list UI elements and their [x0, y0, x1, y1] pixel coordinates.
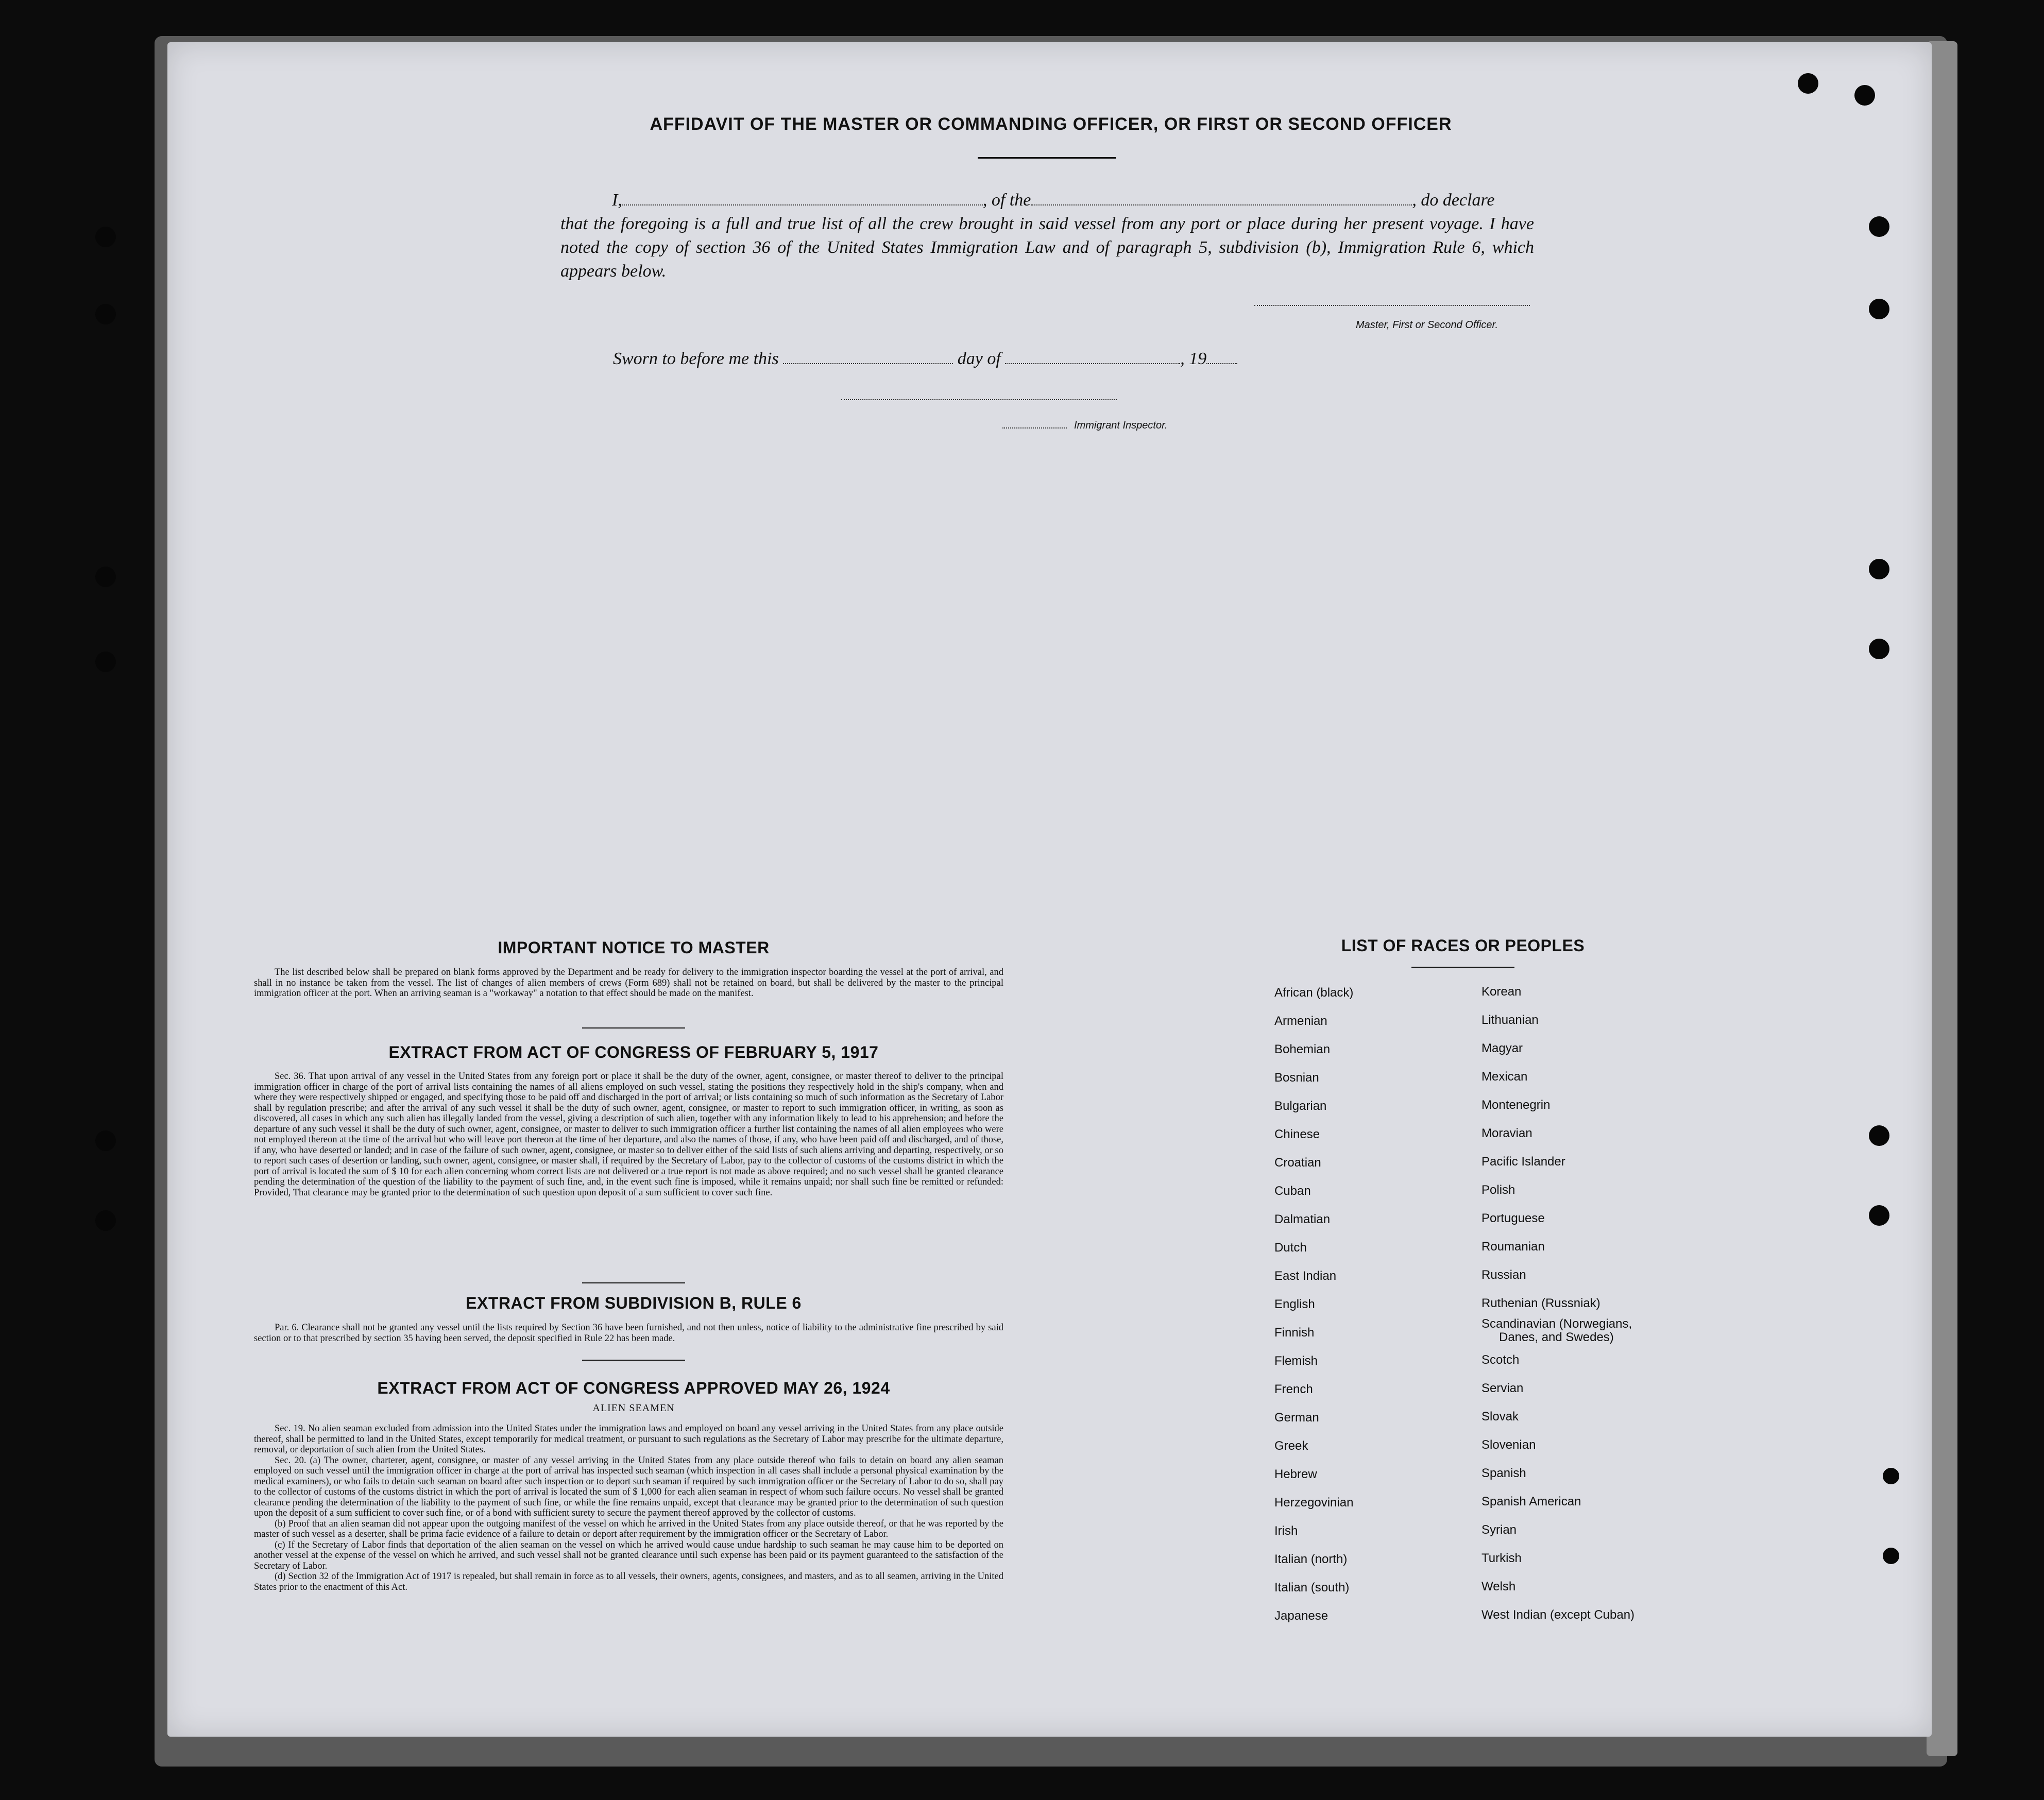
race-item: Polish	[1481, 1183, 1515, 1197]
punch-hole-icon	[1869, 559, 1889, 579]
extract-1917-divider	[582, 1282, 685, 1283]
race-item: Croatian	[1274, 1156, 1321, 1170]
race-item: Pacific Islander	[1481, 1155, 1565, 1169]
race-item: Irish	[1274, 1524, 1298, 1538]
punch-hole-icon	[1869, 299, 1889, 319]
race-item: Bohemian	[1274, 1042, 1331, 1056]
race-item: Servian	[1481, 1381, 1524, 1395]
extract-1917-title: EXTRACT FROM ACT OF CONGRESS OF FEBRUARY 5, 1917	[388, 1043, 879, 1061]
sec-20d: (d) Section 32 of the Immigration Act of 1917 is repealed, but shall remain in force as to all vessels, their owners, agents, consignees, and masters, and as to all seamen, arriving in the United States prior to the enactment of this Act.	[254, 1571, 1003, 1592]
race-item: Slovak	[1481, 1410, 1519, 1424]
extract-1924-body	[254, 1424, 1003, 1592]
inspector-caption: Immigrant Inspector.	[1074, 420, 1168, 431]
race-item: Greek	[1274, 1439, 1308, 1453]
punch-hole-icon	[1798, 73, 1818, 94]
race-item: Bulgarian	[1274, 1099, 1327, 1113]
name-field[interactable]	[622, 192, 983, 205]
sworn-year-field[interactable]	[1206, 351, 1237, 364]
race-item: Roumanian	[1481, 1240, 1545, 1254]
race-item: Finnish	[1274, 1326, 1315, 1340]
declaration-body: that the foregoing is a full and true list of all the crew brought in said vessel from any port or place during her present voyage. I have noted the copy of section 36 of the United States Immigration Law and of paragraph 5, subdivision (b), Immigration Rule 6, which appears below.	[560, 214, 1534, 281]
race-item: French	[1274, 1382, 1313, 1396]
race-item: Herzegovinian	[1274, 1496, 1354, 1510]
race-item: Welsh	[1481, 1580, 1516, 1593]
sworn-day-field[interactable]	[783, 351, 953, 364]
extract-1924-title: EXTRACT FROM ACT OF CONGRESS APPROVED MAY 26, 1924	[377, 1379, 890, 1397]
race-item: Slovenian	[1481, 1438, 1536, 1452]
extract-rule6-divider	[582, 1360, 685, 1361]
race-item: Magyar	[1481, 1041, 1523, 1055]
race-item: Japanese	[1274, 1609, 1328, 1623]
punch-hole-icon	[95, 1130, 116, 1151]
sworn-month-field[interactable]	[1005, 351, 1180, 364]
vessel-field[interactable]	[1031, 192, 1412, 205]
race-item: Dalmatian	[1274, 1212, 1331, 1226]
sec-20b: (b) Proof that an alien seaman did not appear upon the outgoing manifest of the vessel on which he arrived in the United States from any place outside thereof, or that he was reported by the master of such vessel as a deserter, shall be prima facie evidence of a failure to detain or deport after requirement by the immigration officer or the Secretary of Labor.	[254, 1518, 1003, 1539]
race-item: Italian (south)	[1274, 1581, 1350, 1595]
punch-hole-icon	[95, 304, 116, 324]
race-item: Ruthenian (Russniak)	[1481, 1296, 1600, 1310]
punch-hole-icon	[95, 227, 116, 247]
race-item: Montenegrin	[1481, 1098, 1551, 1112]
sec-20c: (c) If the Secretary of Labor finds that deportation of the alien seaman on the vessel on which he arrived would cause undue hardship to such seaman he may cause him to be deported on another vessel at the expense of the vessel on which he arrived, and such vessel shall not be granted clearance until such expense has been paid or its payment guaranteed to the satisfaction of the Secretary of Labor.	[254, 1539, 1003, 1571]
declaration-text: I, , of the , do declare that the foregoing is a full and true list of all the crew brought in said vessel from any port or place during her present voyage. I have noted the copy of section 36 of the United States Immigration Law and of paragraph 5, subdivision (b), Immigration Rule 6, which appears below.	[560, 188, 1534, 283]
punch-hole-icon	[1869, 1125, 1889, 1146]
race-item: Armenian	[1274, 1014, 1327, 1028]
race-item: Syrian	[1481, 1523, 1517, 1537]
punch-hole-icon	[1869, 639, 1889, 659]
extract-1924-subtitle: ALIEN SEAMEN	[592, 1402, 675, 1414]
race-item: Korean	[1481, 985, 1522, 999]
inspector-dotted-prefix	[1002, 427, 1067, 428]
inspector-signature-line[interactable]	[841, 399, 1117, 400]
race-item: German	[1274, 1411, 1319, 1425]
sworn-statement: Sworn to before me this day of , 19	[613, 349, 1237, 369]
notice-divider	[582, 1027, 685, 1028]
extract-1917-body: Sec. 36. That upon arrival of any vessel in the United States from any foreign port or place it shall be the duty of the owner, agent, consignee, or master thereof to deliver to the principal immigration officer in charge of the port of arrival lists containing the names of all aliens employed on such vessel, stating the positions they respectively hold in the ship's company, when and where they were respectively shipped or engaged, and specifying those to be paid off and discharged in the port of arrival; or lists containing so much of such information as the Secretary of Labor shall by regulation prescribe; and after the arrival of any such vessel it shall be the duty of such owner, agent, consignee, or master to report to such immigration officer, in writing, as soon as discovered, all cases in which any such alien has illegally landed from the vessel, giving a description of such alien, together with any information likely to lead to his apprehension; and before the departure of any such vessel it shall be the duty of such owner, agent, consignee, or master to deliver to such immigration officer a further list containing the names of all alien employees who were not employed thereon at the time of the arrival but who will leave port thereon at the time of her departure, and also the names of those, if any, who have been paid off and discharged, and of those, if any, who have deserted or landed; and in case of the failure of such owner, agent, consignee, or master so to deliver either of the said lists of such aliens arriving and departing, respectively, or so to report such cases of desertion or landing, such owner, agent, consignee, or master shall, if required by the Secretary of Labor, pay to the collector of customs of the customs district in which the port of arrival is located the sum of $ 10 for each alien concerning whom correct lists are not delivered or a true report is not made as above required; and no such vessel shall be granted clearance pending the determination of the question of the liability to the payment of such fine, and, in the event such fine is imposed, while it remains unpaid; nor shall such fine be remitted or refunded: Provided, That clearance may be granted prior to the determination of such question upon deposit of a sum sufficient to cover such fine.	[254, 1071, 1003, 1198]
master-signature-caption: Master, First or Second Officer.	[1356, 319, 1498, 331]
race-item: Russian	[1481, 1268, 1526, 1282]
sec-20a: Sec. 20. (a) The owner, charterer, agent, consignee, or master of any vessel arriving in the United States from any place outside thereof who fails to detain on board any alien seaman employed on such vessel until the immigration officer in charge at the port of arrival has inspected such seaman (which inspection in all cases shall include a personal physical examination by the medical examiners), or who fails to detain such seaman on board after such inspection or to deport such seaman if required by such immigration officer or the Secretary of Labor to do so, shall pay to the collector of customs of the customs district in which the port of arrival is located the sum of $ 1,000 for each alien seaman in respect of whom such failure occurs. No vessel shall be granted clearance pending the determination of the liability to the payment of such fine, or while the fine remains unpaid, except that clearance may be granted prior to the determination of such question upon the deposit of a sum sufficient to cover such fine, or of a bond with sufficient surety to secure the payment thereof approved by the collector of customs.	[254, 1455, 1003, 1518]
punch-hole-icon	[95, 652, 116, 672]
race-item: Bosnian	[1274, 1071, 1319, 1085]
race-item: Mexican	[1481, 1070, 1528, 1084]
race-item: African (black)	[1274, 986, 1354, 1000]
race-item: Dutch	[1274, 1241, 1307, 1255]
races-divider	[1411, 967, 1514, 968]
affidavit-title: AFFIDAVIT OF THE MASTER OR COMMANDING OFFICER, OR FIRST OR SECOND OFFICER	[650, 114, 1452, 134]
notice-title: IMPORTANT NOTICE TO MASTER	[498, 938, 770, 957]
notice-body: The list described below shall be prepared on blank forms approved by the Department and be ready for delivery to the immigration inspector boarding the vessel at the port of arrival, and shall in no instance be taken from the vessel. The list of changes of alien members of crews (Form 689) shall not be retained on board, but shall be delivered by the master to the principal immigration officer at the port. When an arriving seaman is a "workaway" a notation to that effect should be made on the manifest.	[254, 967, 1003, 999]
master-signature-line[interactable]	[1254, 305, 1530, 306]
race-item: Turkish	[1481, 1551, 1522, 1565]
race-item: Hebrew	[1274, 1467, 1317, 1481]
extract-rule6-title: EXTRACT FROM SUBDIVISION B, RULE 6	[466, 1294, 802, 1312]
race-item: Spanish American	[1481, 1495, 1581, 1508]
race-item: Cuban	[1274, 1184, 1311, 1198]
race-item: Danes, and Swedes)	[1499, 1330, 1614, 1344]
title-divider	[978, 157, 1116, 159]
race-item: Scotch	[1481, 1353, 1520, 1367]
races-title: LIST OF RACES OR PEOPLES	[1341, 936, 1585, 955]
punch-hole-icon	[1854, 85, 1875, 106]
punch-hole-icon	[95, 567, 116, 587]
race-item: West Indian (except Cuban)	[1481, 1608, 1635, 1622]
race-item: Spanish	[1481, 1466, 1526, 1480]
race-item: Italian (north)	[1274, 1552, 1348, 1566]
punch-hole-icon	[95, 1210, 116, 1231]
punch-hole-icon	[1883, 1548, 1899, 1564]
punch-hole-icon	[1883, 1468, 1899, 1484]
sec-19: Sec. 19. No alien seaman excluded from admission into the United States under the immigration laws and employed on board any vessel arriving in the United States from any place outside thereof, shall be permitted to land in the United States, except temporarily for medical treatment, or pursuant to such regulations as the Secretary of Labor may prescribe for the ultimate departure, removal, or deportation of such alien from the United States.	[254, 1424, 1003, 1455]
extract-rule6-body: Par. 6. Clearance shall not be granted any vessel until the lists required by Section 36 have been furnished, and not then unless, notice of liability to the administrative fine prescribed by said section or to that prescribed by section 35 having been served, the deposit specified in Rule 22 has been made.	[254, 1323, 1003, 1344]
race-item: English	[1274, 1297, 1315, 1311]
race-item: Moravian	[1481, 1126, 1532, 1140]
race-item: Scandinavian (Norwegians,	[1481, 1317, 1632, 1331]
punch-hole-icon	[1869, 1205, 1889, 1226]
race-item: Portuguese	[1481, 1211, 1545, 1225]
punch-hole-icon	[1869, 216, 1889, 237]
race-item: Chinese	[1274, 1127, 1320, 1141]
race-item: Lithuanian	[1481, 1013, 1539, 1027]
race-item: Flemish	[1274, 1354, 1318, 1368]
race-item: East Indian	[1274, 1269, 1337, 1283]
